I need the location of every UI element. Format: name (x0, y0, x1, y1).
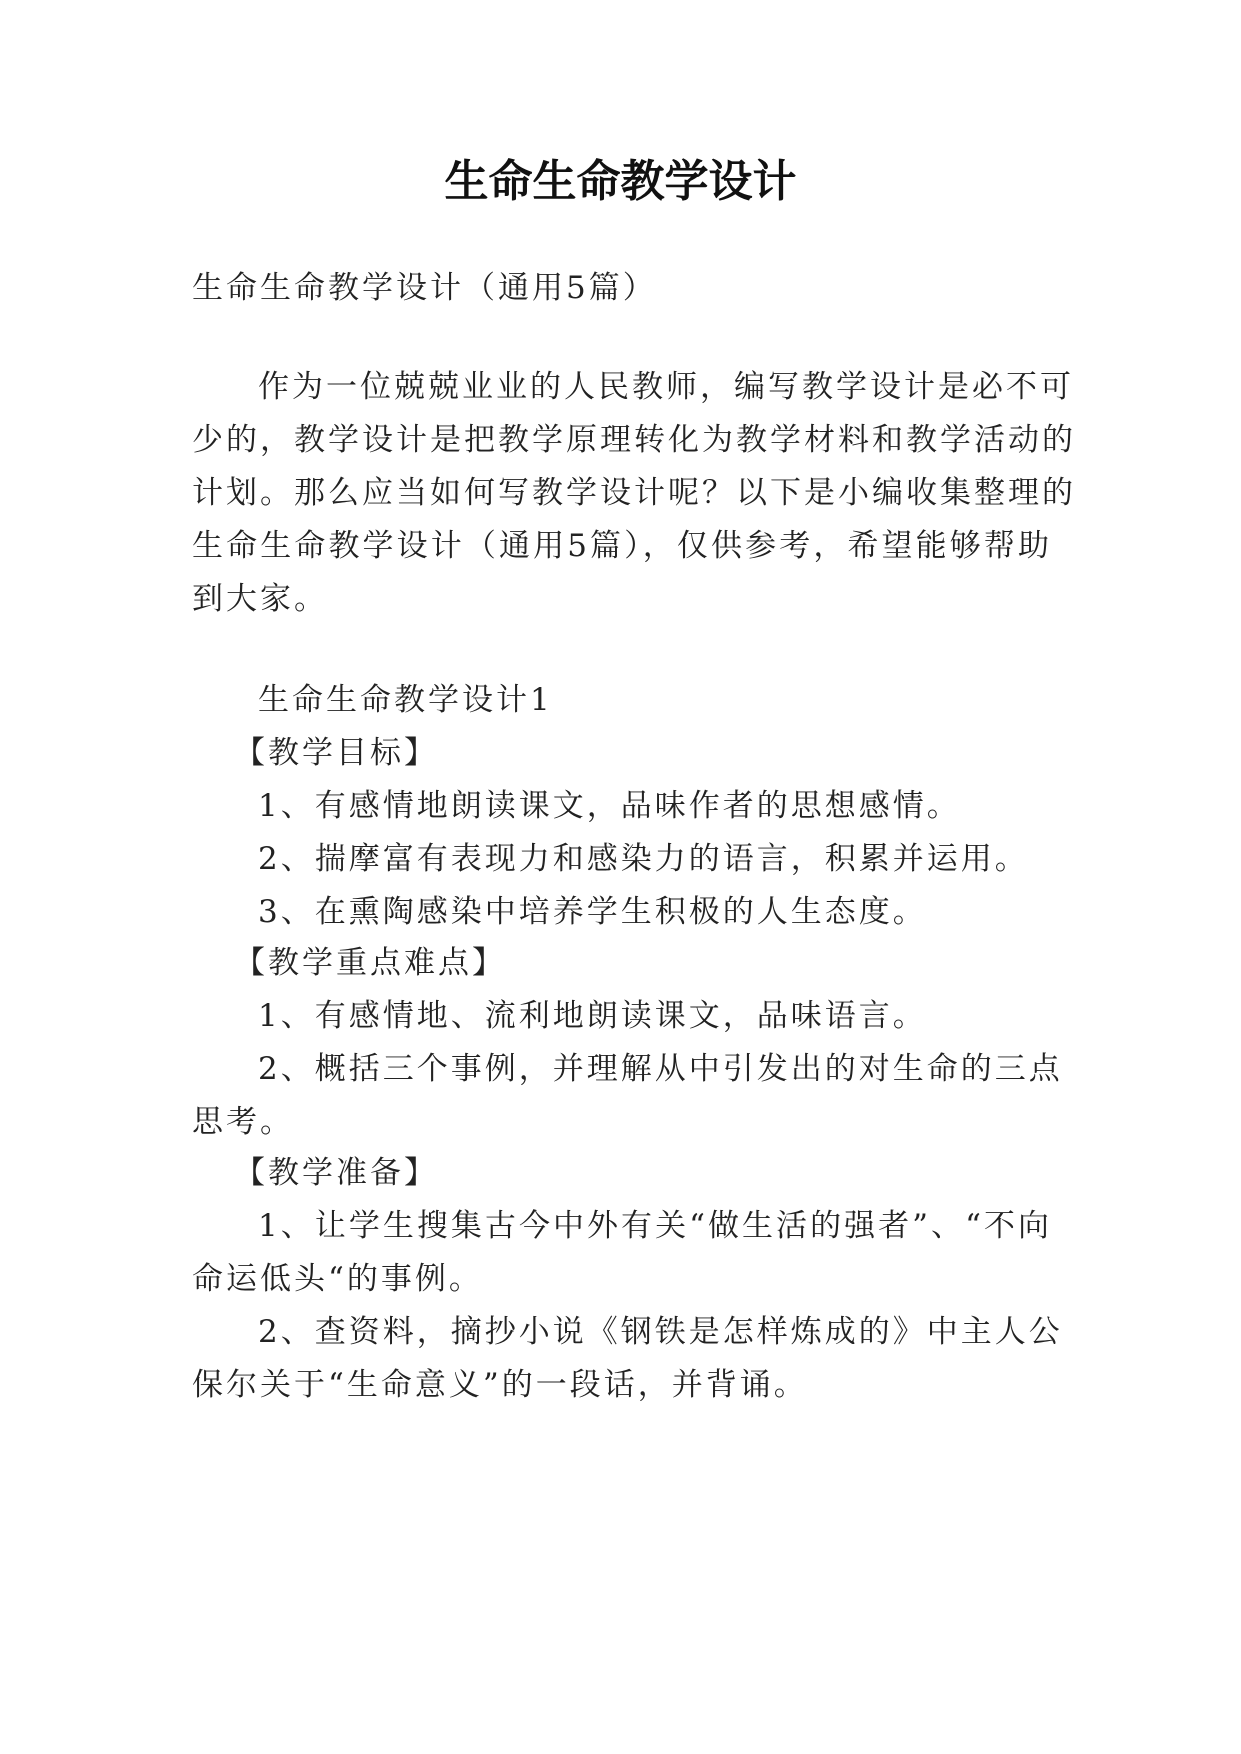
intro-line-3: 计划。那么应当如何写教学设计呢？以下是小编收集整理的 (192, 475, 1076, 511)
section-heading: 生命生命教学设计1 (258, 682, 553, 718)
goals-heading: 【教学目标】 (234, 735, 438, 771)
key-item-1: 1、有感情地、流利地朗读课文，品味语言。 (258, 998, 927, 1034)
subtitle: 生命生命教学设计（通用5篇） (192, 270, 657, 306)
intro-line-1: 作为一位兢兢业业的人民教师，编写教学设计是必不可 (258, 369, 1074, 405)
key-heading: 【教学重点难点】 (234, 945, 506, 981)
intro-line-5: 到大家。 (192, 581, 328, 617)
goal-item-1: 1、有感情地朗读课文，品味作者的思想感情。 (258, 788, 961, 824)
prep-heading: 【教学准备】 (234, 1155, 438, 1191)
goal-item-3: 3、在熏陶感染中培养学生积极的人生态度。 (258, 894, 927, 930)
key-item-2-line-1: 2、概括三个事例，并理解从中引发出的对生命的三点 (258, 1051, 1063, 1087)
prep-item-2-line-1: 2、查资料，摘抄小说《钢铁是怎样炼成的》中主人公 (258, 1314, 1063, 1350)
prep-item-1-line-1: 1、让学生搜集古今中外有关“做生活的强者”、“不向 (258, 1208, 1052, 1244)
document-title: 生命生命教学设计 (444, 156, 797, 207)
key-item-2-line-2: 思考。 (192, 1104, 294, 1140)
prep-item-1-line-2: 命运低头“的事例。 (192, 1261, 483, 1297)
goal-item-2: 2、揣摩富有表现力和感染力的语言，积累并运用。 (258, 841, 1029, 877)
intro-line-2: 少的，教学设计是把教学原理转化为教学材料和教学活动的 (192, 422, 1076, 458)
intro-line-4: 生命生命教学设计（通用5篇），仅供参考，希望能够帮助 (192, 528, 1052, 564)
prep-item-2-line-2: 保尔关于“生命意义”的一段话，并背诵。 (192, 1367, 808, 1403)
